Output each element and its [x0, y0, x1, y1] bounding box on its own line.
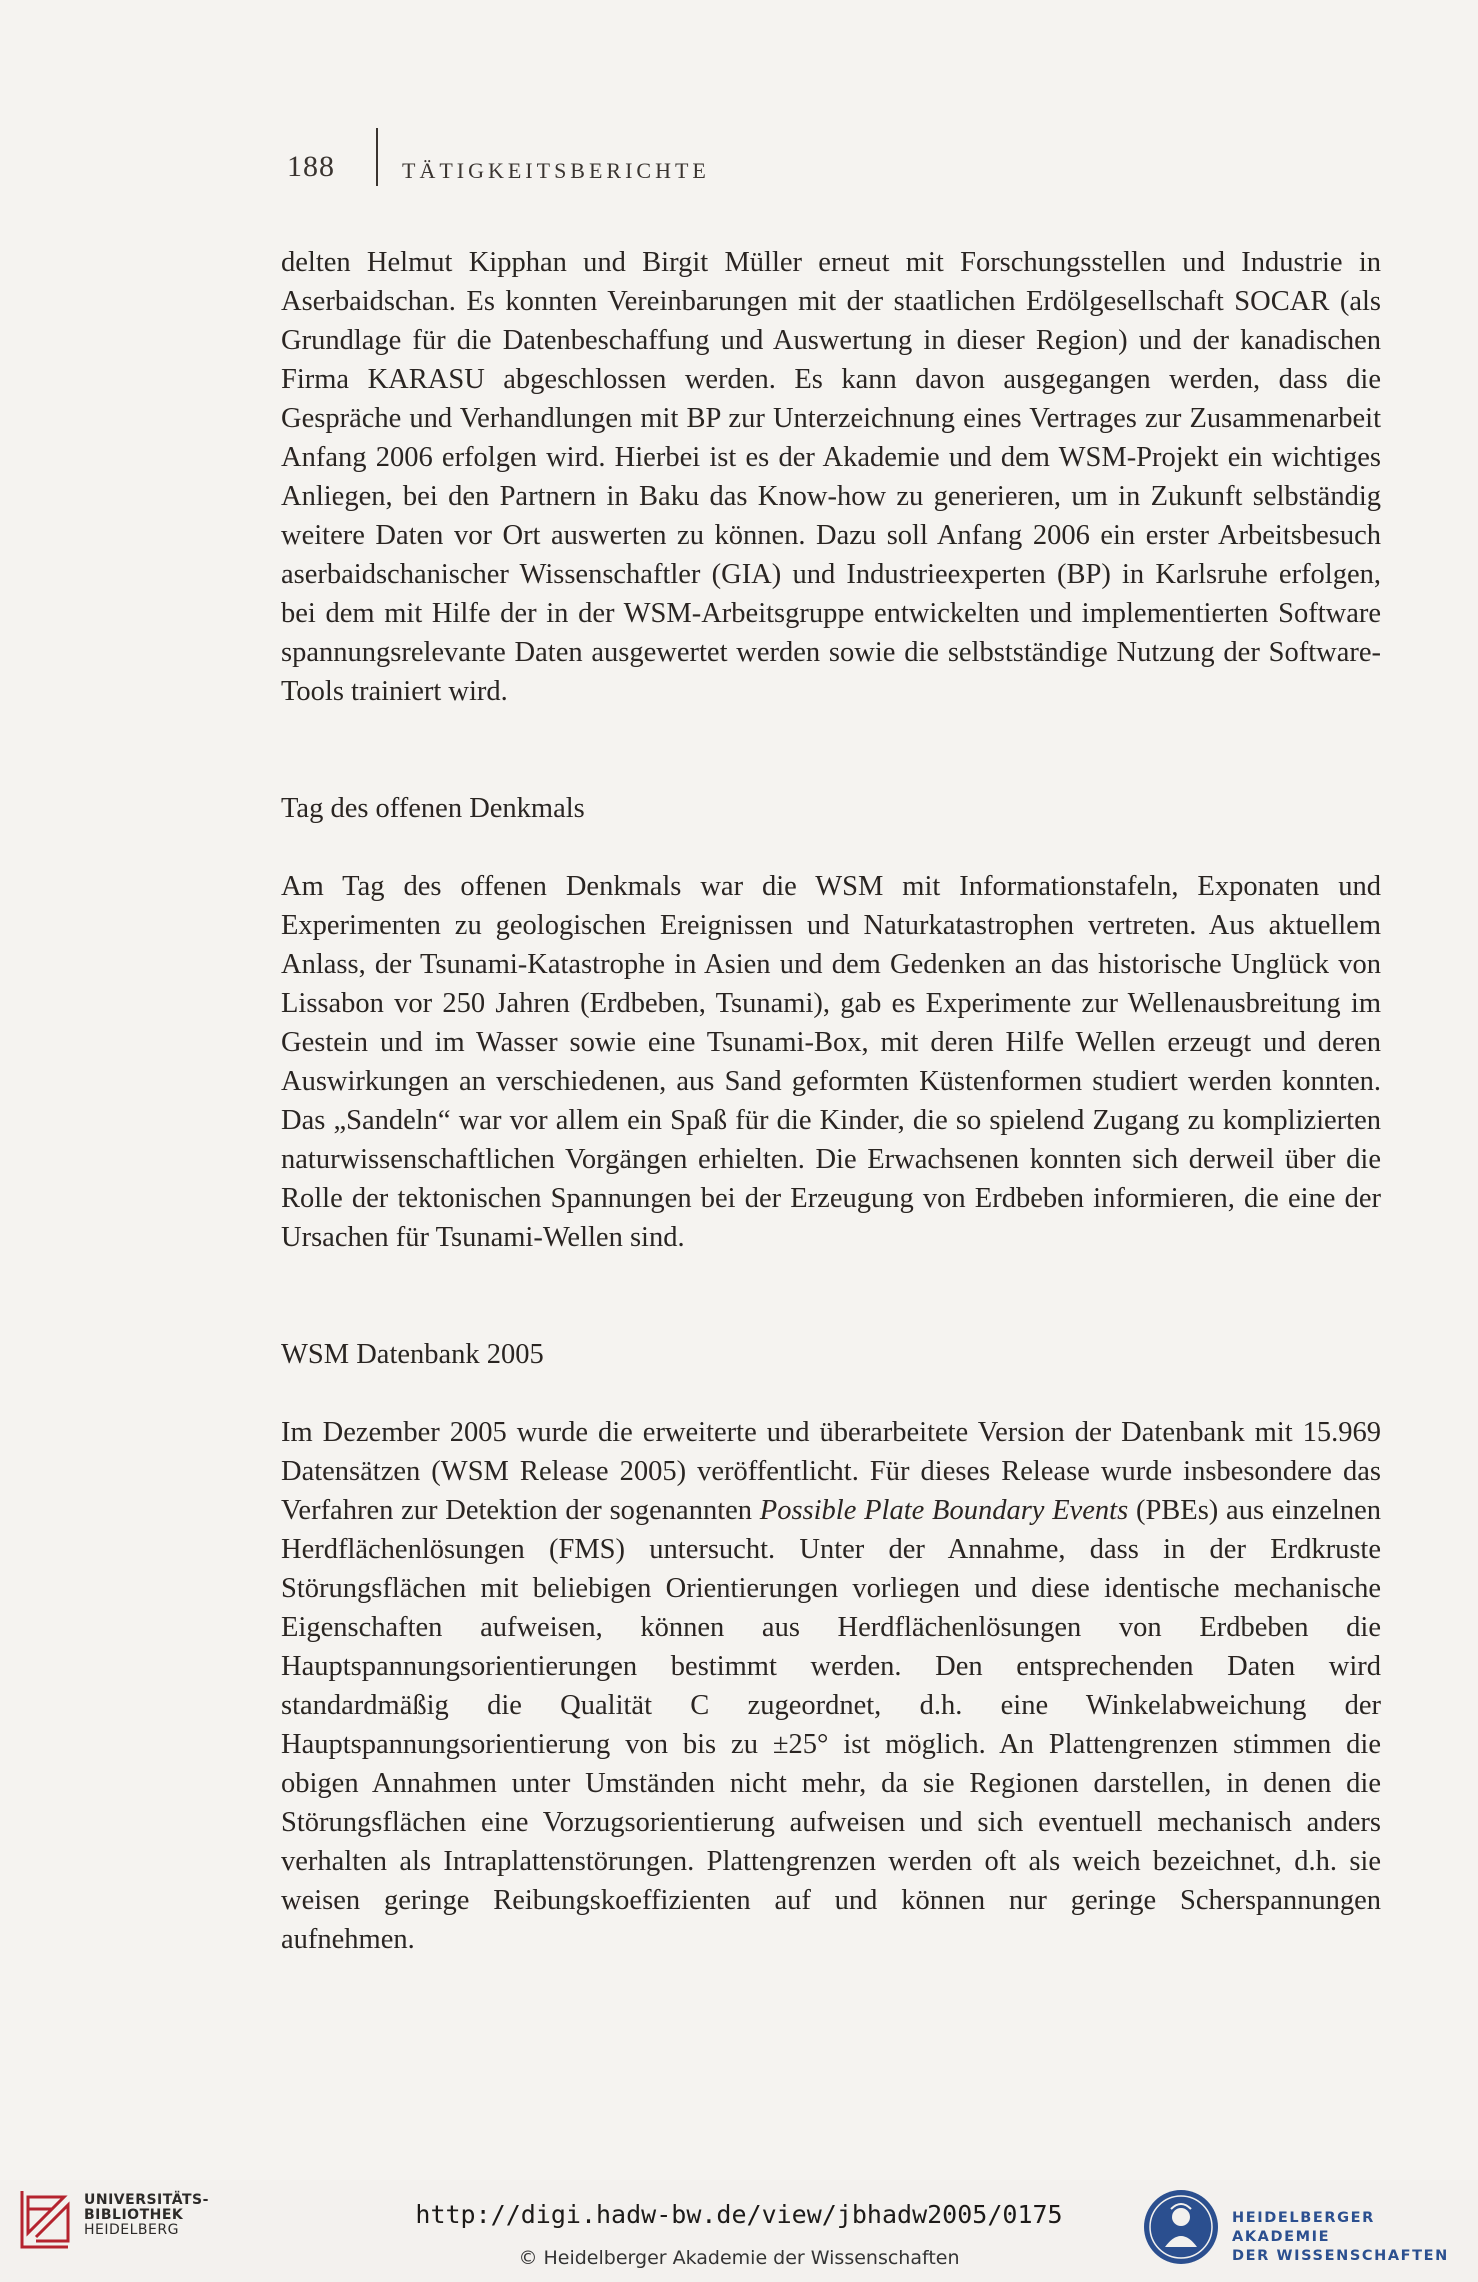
academy-line-1: HEIDELBERGER AKADEMIE: [1232, 2210, 1375, 2245]
page-body: [281, 243, 1381, 1959]
page-number: 188: [287, 150, 335, 183]
permalink-url[interactable]: http://digi.hadw-bw.de/view/jbhadw2005/0175: [415, 2200, 1063, 2229]
paragraph-3-part-a: Im Dezember 2005 wurde die erweiterte und überarbeitete Version der Datenbank mit 15.969 Datensätzen (WSM Release 2005) veröffentlicht. Für dieses Release wurde insbesondere das Verfahren zur Detektion der sogenannten: [281, 1417, 1381, 1526]
copyright-notice: © Heidelberger Akademie der Wissenschaften: [518, 2247, 960, 2269]
paragraph-3: [281, 1413, 1381, 1959]
academy-line-2: DER WISSENSCHAFTEN: [1232, 2248, 1449, 2264]
paragraph-1: delten Helmut Kipphan und Birgit Müller erneut mit Forschungsstellen und Industrie in Aserbaidschan. Es konnten Vereinbarungen mit der staatlichen Erdölgesellschaft SOCAR (als Grundlage für die Datenbeschaffung und Auswertung in dieser Region) und der kanadischen Firma KARASU abgeschlossen werden. Es kann davon ausgegangen werden, dass die Gespräche und Verhandlungen mit BP zur Unterzeichnung eines Vertrages zur Zusammenarbeit Anfang 2006 erfolgen wird. Hierbei ist es der Akademie und dem WSM-Projekt ein wichtiges Anliegen, bei den Partnern in Baku das Know-how zu generieren, um in Zukunft selbständig weitere Daten vor Ort auswerten zu können. Dazu soll Anfang 2006 ein erster Arbeitsbesuch aserbaidschanischer Wissenschaftler (GIA) und Industrieexperten (BP) in Karlsruhe erfolgen, bei dem mit Hilfe der in der WSM-Arbeitsgruppe entwickelten und implementierten Software spannungsrelevante Daten ausgewertet werden sowie die selbstständige Nutzung der Software-Tools trainiert wird.: [281, 247, 1381, 707]
paragraph-3-part-b: (PBEs) aus einzelnen Herdflächenlösungen (FMS) untersucht. Unter der Annahme, dass in der Erdkruste Störungsflächen mit beliebigen Orientierungen vorliegen und diese identische mechanische Eigenschaften aufweisen, können aus Herdflächenlösungen von Erdbeben die Hauptspannungsorientierungen bestimmt werden. Den entsprechenden Daten wird standardmäßig die Qualität C zugeordnet, d.h. eine Winkelabweichung der Hauptspannungsorientierung von bis zu ±25° ist möglich. An Plattengrenzen stimmen die obigen Annahmen unter Umständen nicht mehr, da sie Regionen darstellen, in denen die Störungsflächen eine Vorzugsorientierung aufweisen und sich eventuell mechanisch anders verhalten als Intraplattenstörungen. Plattengrenzen werden oft als weich bezeichnet, d.h. sie weisen geringe Reibungskoeffizienten auf und können nur geringe Scherspannungen aufnehmen.: [281, 1495, 1381, 1955]
paragraph-2: Am Tag des offenen Denkmals war die WSM mit Informationstafeln, Exponaten und Experimenten zu geologischen Ereignissen und Naturkatastrophen vertreten. Aus aktuellem Anlass, der Tsunami-Katastrophe in Asien und dem Gedenken an das historische Unglück von Lissabon vor 250 Jahren (Erdbeben, Tsunami), gab es Experimente zur Wellenausbreitung im Gestein und im Wasser sowie eine Tsunami-Box, mit deren Hilfe Wellen erzeugt und deren Auswirkungen an verschiedenen, aus Sand geformten Küstenformen studiert werden konnten. Das „Sandeln“ war vor allem ein Spaß für die Kinder, die so spielend Zugang zu komplizierten naturwissenschaftlichen Vorgängen erhielten. Die Erwachsenen konnten sich derweil über die Rolle der tektonischen Spannungen bei der Erzeugung von Erdbeben informieren, die eine der Ursachen für Tsunami-Wellen sind.: [281, 871, 1381, 1253]
library-line-3: HEIDELBERG: [84, 2222, 179, 2238]
academy-name: [1232, 2209, 1478, 2266]
library-line-2: BIBLIOTHEK: [84, 2207, 184, 2223]
italic-term: Possible Plate Boundary Events: [759, 1495, 1129, 1526]
section-heading-wsm-datenbank: WSM Datenbank 2005: [281, 1339, 544, 1370]
running-head: TÄTIGKEITSBERICHTE: [402, 158, 710, 183]
library-line-1: UNIVERSITÄTS-: [84, 2192, 209, 2208]
section-heading-tag-des-offenen-denkmals: Tag des offenen Denkmals: [281, 793, 585, 824]
header-divider: [376, 128, 378, 186]
academy-seal-icon: [1141, 2187, 1221, 2267]
